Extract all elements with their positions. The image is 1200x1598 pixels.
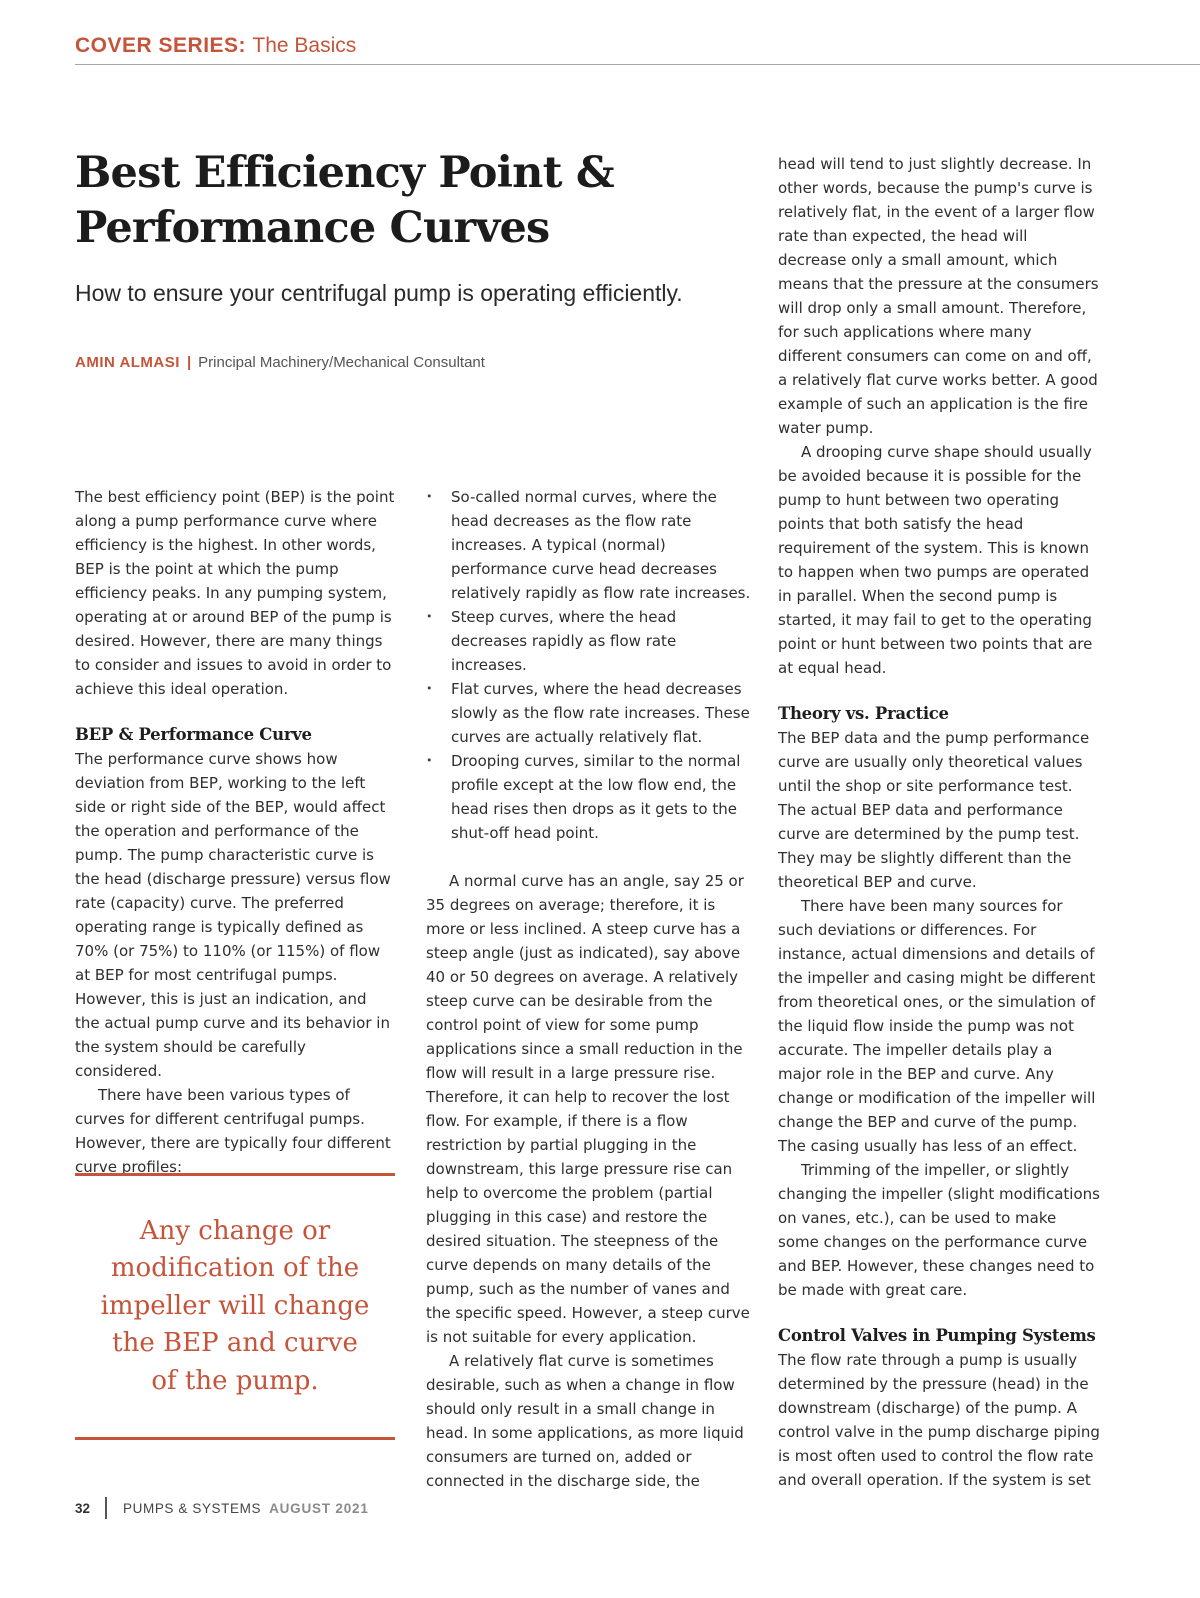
pull-quote-line: modification of the (110, 1253, 360, 1284)
issue-date: AUGUST 2021 (269, 1500, 369, 1516)
series-label (75, 34, 1200, 58)
list-item (426, 677, 752, 749)
author-name: AMIN ALMASI (75, 354, 180, 371)
list-item-text: Flat curves, where the head decreases slowly as the flow rate increases. These curves are actually relatively flat. (451, 680, 750, 746)
section-heading: Theory vs. Practice (778, 704, 949, 723)
curve-types-list (426, 485, 752, 845)
body-paragraph: The flow rate through a pump is usually determined by the pressure (head) in the downstream (discharge) of the pump. A control valve in the pump discharge piping is most often used to control the flow rate and overall operation. If the system is set (778, 1351, 1100, 1489)
title-line: Best Efficiency Point & (75, 148, 614, 198)
pull-quote (75, 1173, 395, 1440)
pull-quote-line: impeller will change (100, 1290, 370, 1321)
series-name: COVER SERIES: (75, 34, 247, 57)
bullet-icon: • (426, 610, 433, 623)
bullet-icon: • (426, 490, 433, 503)
list-item (426, 605, 752, 677)
pull-quote-text (85, 1213, 385, 1401)
section-heading: Control Valves in Pumping Systems (778, 1326, 1096, 1345)
author-role: Principal Machinery/Mechanical Consultant (198, 354, 485, 371)
list-item-text: Steep curves, where the head decreases rapidly as flow rate increases. (451, 608, 677, 674)
section-heading: BEP & Performance Curve (75, 725, 312, 744)
title-line: Performance Curves (75, 203, 550, 253)
body-paragraph: A drooping curve shape should usually be avoided because it is possible for the pump to hunt between two operating points that both satisfy the head requirement of the system. This is known to happen when two pumps are operated in parallel. When the second pump is started, it may fail to get to the operating point or hunt between two points that are at equal head. (778, 443, 1093, 677)
list-item-text: So-called normal curves, where the head decreases as the flow rate increases. A typical (normal) performance curve head decreases relatively rapidly as flow rate increases. (451, 488, 751, 602)
body-paragraph: head will tend to just slightly decrease. In other words, because the pump's curve is relatively flat, in the event of a larger flow rate than expected, the head will decrease only a small amount, which means that the pressure at the consumers will drop only a small amount. Therefore, for such applications where many different consumers can come on and off, a relatively flat curve works better. A good example of such an application is the fire water pump. (778, 155, 1099, 437)
article-title (75, 146, 715, 256)
column-3 (778, 152, 1100, 1492)
body-paragraph: Trimming of the impeller, or slightly changing the impeller (slight modifications on vanes, etc.), can be used to make some changes on the performance curve and BEP. However, these changes need to be made with great care. (778, 1161, 1100, 1299)
footer-divider (105, 1497, 107, 1519)
pull-quote-line: Any change or (139, 1215, 331, 1246)
byline (75, 354, 485, 371)
page-number: 32 (75, 1500, 91, 1516)
pull-quote-line: of the pump. (151, 1365, 319, 1396)
column-1 (75, 485, 395, 1179)
byline-separator: | (186, 354, 192, 371)
body-paragraph: A normal curve has an angle, say 25 or 35 degrees on average; therefore, it is more or less inclined. A steep curve has a steep angle (just as indicated), say above 40 or 50 degrees on average. A relatively steep curve can be desirable from the control point of view for some pump applications since a small reduction in the flow will result in a large pressure rise. Therefore, it can help to recover the lost flow. For example, if there is a flow restriction by partial plugging in the downstream, this large pressure rise can help to overcome the problem (partial plugging in this case) and restore the desired situation. The steepness of the curve depends on many details of the pump, such as the number of vanes and the specific speed. However, a steep curve is not suitable for every application. (426, 872, 750, 1346)
body-paragraph: The performance curve shows how deviation from BEP, working to the left side or right side of the BEP, would affect the operation and performance of the pump. The pump characteristic curve is the head (discharge pressure) versus flow rate (capacity) curve. The preferred operating range is typically defined as 70% (or 75%) to 110% (or 115%) of flow at BEP for most centrifugal pumps. However, this is just an indication, and the actual pump curve and its behavior in the system should be carefully considered. (75, 750, 391, 1080)
page-header (75, 34, 1200, 65)
list-item-text: Drooping curves, similar to the normal profile except at the low flow end, the head rises then drops as it gets to the shut-off head point. (451, 752, 741, 842)
bullet-icon: • (426, 754, 433, 767)
intro-paragraph: The best efficiency point (BEP) is the point along a pump performance curve where efficiency is the highest. In other words, BEP is the point at which the pump efficiency peaks. In any pumping system, operating at or around BEP of the pump is desired. However, there are many things to consider and issues to avoid in order to achieve this ideal operation. (75, 488, 395, 698)
body-paragraph: There have been many sources for such deviations or differences. For instance, actual dimensions and details of the impeller and casing might be different from theoretical ones, or the simulation of the liquid flow inside the pump was not accurate. The impeller details play a major role in the BEP and curve. Any change or modification of the impeller will change the BEP and curve of the pump. The casing usually has less of an effect. (778, 897, 1096, 1155)
magazine-name: PUMPS & SYSTEMS (123, 1500, 262, 1516)
page-footer (75, 1495, 369, 1521)
list-item (426, 749, 752, 845)
article-deck: How to ensure your centrifugal pump is operating efficiently. (75, 280, 683, 306)
body-paragraph: A relatively flat curve is sometimes desirable, such as when a change in flow should only result in a small change in head. In some applications, as more liquid consumers are turned on, added or connected in the discharge side, the (426, 1352, 744, 1490)
column-2 (426, 485, 752, 1493)
list-item (426, 485, 752, 605)
bullet-icon: • (426, 682, 433, 695)
body-paragraph: The BEP data and the pump performance curve are usually only theoretical values until the shop or site performance test. The actual BEP data and performance curve are determined by the pump test. They may be slightly different than the theoretical BEP and curve. (778, 729, 1090, 891)
body-paragraph: There have been various types of curves for different centrifugal pumps. However, there are typically four different curve profiles: (75, 1086, 391, 1176)
series-topic: The Basics (252, 34, 357, 57)
pull-quote-line: the BEP and curve (112, 1328, 358, 1359)
